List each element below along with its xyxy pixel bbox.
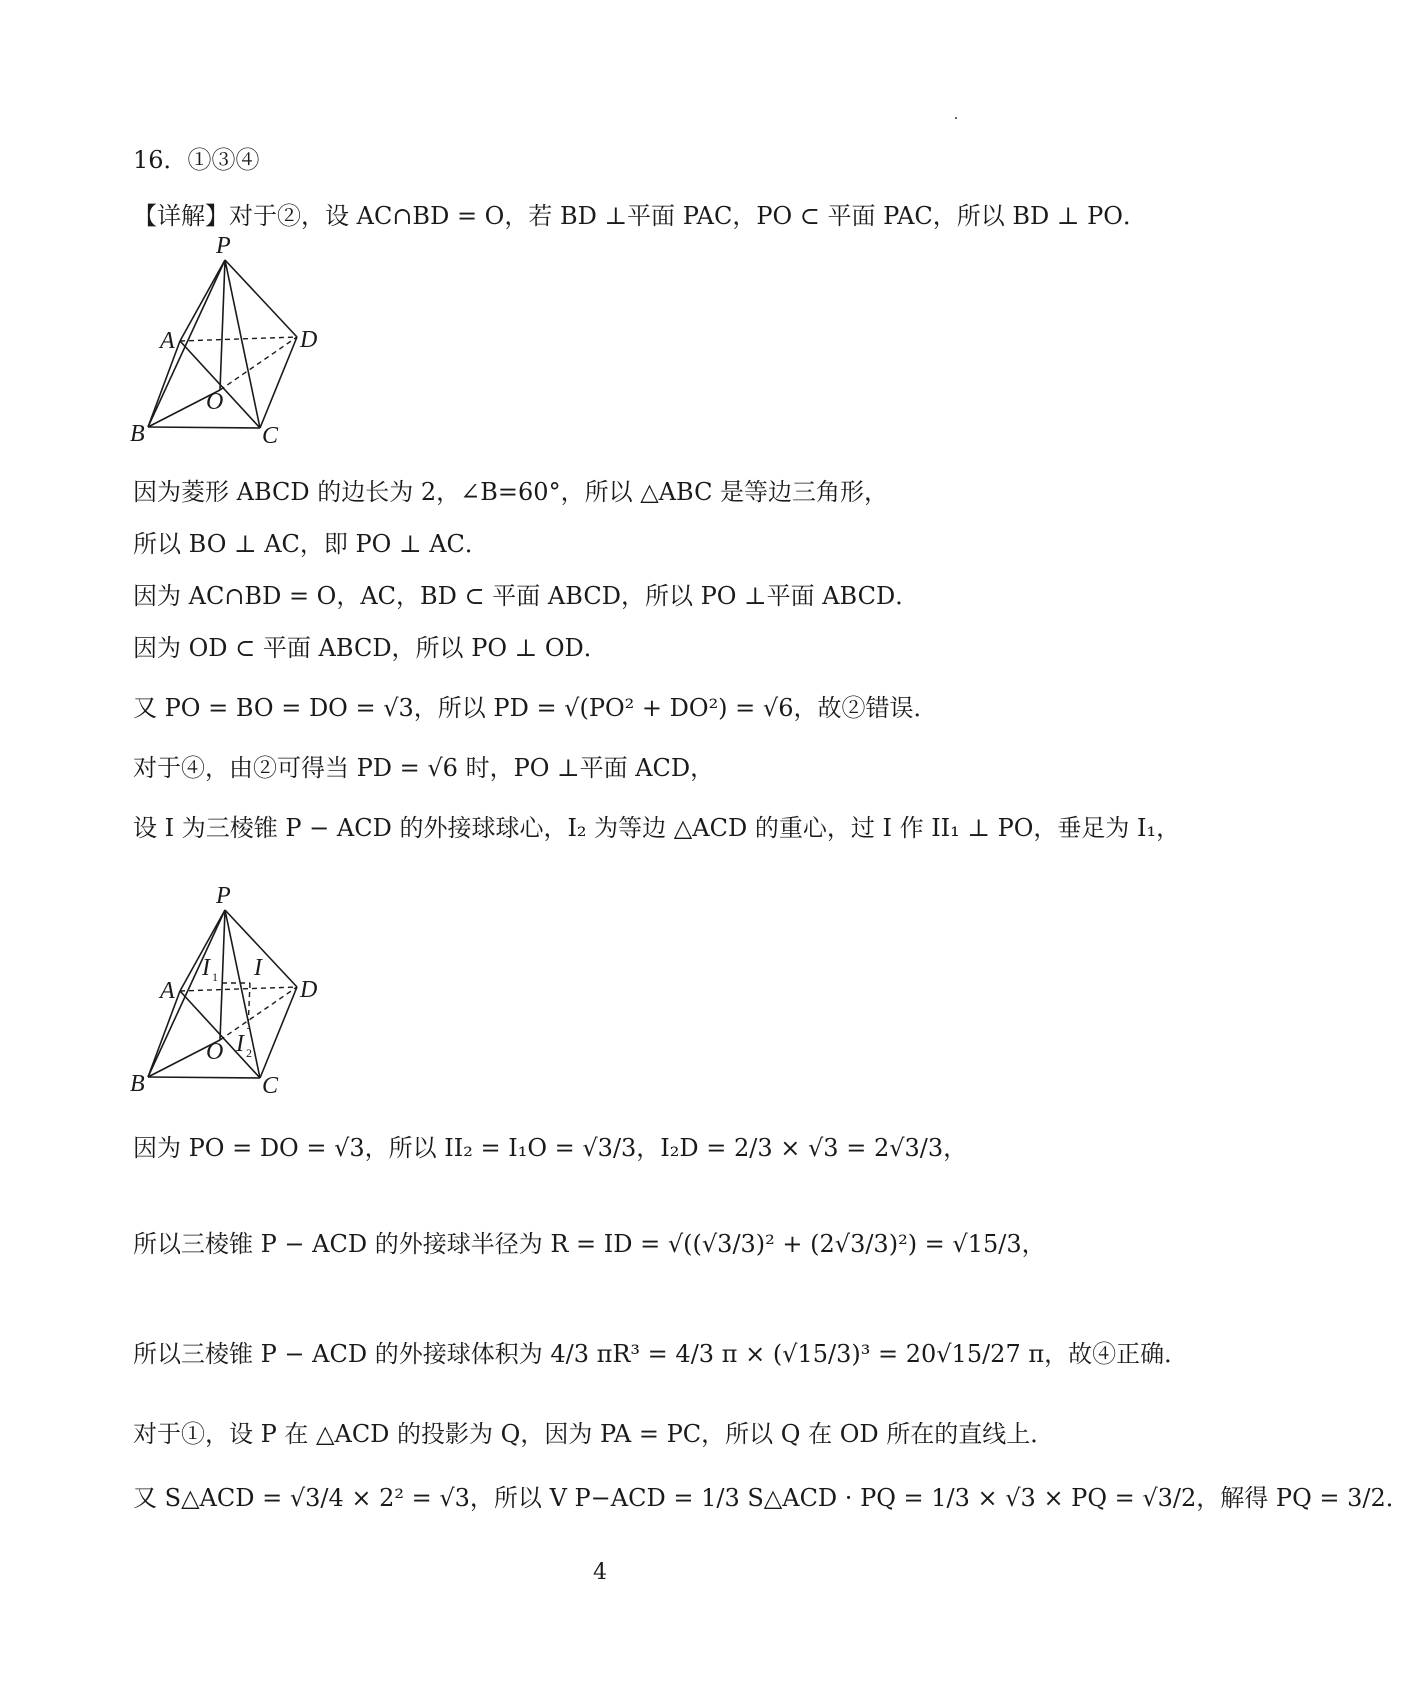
explanation-line-6: 又 PO = BO = DO = √3，所以 PD = √(PO² + DO²) = √6，故②错误． [133, 694, 938, 722]
label2-I1-subscript: 1 [212, 970, 218, 984]
explanation-line-13: 又 S△ACD = √3/4 × 2² = √3，所以 V P−ACD = 1/3 S△ACD · PQ = 1/3 × √3 × PQ = √3/2，解得 PQ = 3/2． [133, 1484, 1410, 1512]
label-B: B [130, 421, 145, 447]
explanation-line-11: 所以三棱锥 P − ACD 的外接球体积为 4/3 πR³ = 4/3 π × (√15/3)³ = 20√15/27 π，故④正确． [133, 1340, 1189, 1368]
pyramid-figure-2-svg [130, 883, 340, 1110]
header-dot [955, 117, 957, 119]
edge-PA [180, 260, 225, 341]
label2-I2-subscript: 2 [246, 1046, 252, 1060]
edge2-BC [148, 1077, 260, 1078]
label2-I1: I [202, 955, 210, 981]
explanation-line-5: 因为 OD ⊂ 平面 ABCD，所以 PO ⊥ OD． [133, 634, 608, 662]
edge-CD [260, 337, 297, 428]
label-O: O [206, 389, 224, 415]
pyramid-figure-2 [130, 883, 340, 1114]
label2-P: P [216, 883, 231, 909]
explanation-line-8: 设 I 为三棱锥 P − ACD 的外接球球心，I₂ 为等边 △ACD 的重心，过 I 作 II₁ ⊥ PO，垂足为 I₁， [133, 814, 1181, 842]
label-A: A [160, 328, 175, 354]
label-C: C [262, 423, 279, 449]
explanation-line-4: 因为 AC∩BD = O，AC，BD ⊂ 平面 ABCD，所以 PO ⊥平面 ABCD． [133, 582, 920, 610]
label2-C: C [262, 1073, 279, 1099]
pyramid-figure-1-svg [130, 233, 340, 455]
edge-PC [225, 260, 260, 428]
explanation-line-2: 因为菱形 ABCD 的边长为 2，∠B=60°，所以 △ABC 是等边三角形， [133, 478, 889, 506]
label2-O: O [206, 1039, 224, 1065]
edge-PD [225, 260, 297, 337]
explanation-line-12: 对于①，设 P 在 △ACD 的投影为 Q，因为 PA = PC，所以 Q 在 OD 所在的直线上． [133, 1420, 1055, 1448]
label2-I: I [254, 955, 262, 981]
label2-B: B [130, 1071, 145, 1097]
edge-PO [220, 260, 225, 390]
edge2-PO [220, 910, 225, 1040]
edge-AD-hidden [180, 337, 297, 341]
segment-II2 [248, 983, 250, 1029]
explanation-line-3: 所以 BO ⊥ AC，即 PO ⊥ AC． [133, 530, 489, 558]
explanation-line-1: 【详解】对于②，设 AC∩BD = O，若 BD ⊥平面 PAC，PO ⊂ 平面 PAC，所以 BD ⊥ PO． [133, 202, 1147, 230]
explanation-line-10: 所以三棱锥 P − ACD 的外接球半径为 R = ID = √((√3/3)² + (2√3/3)²) = √15/3， [133, 1230, 1046, 1258]
explanation-line-7: 对于④，由②可得当 PD = √6 时，PO ⊥平面 ACD， [133, 754, 715, 782]
answer-line: 16．①③④ [133, 146, 260, 174]
page-number: 4 [593, 1560, 607, 1585]
label2-A: A [160, 978, 175, 1004]
label-D: D [300, 327, 318, 353]
edge2-CD [260, 987, 297, 1078]
edge2-AD-hidden [180, 987, 297, 991]
label-P: P [216, 233, 231, 259]
label2-D: D [300, 977, 318, 1003]
label2-I2: I [236, 1031, 244, 1057]
edge-BC [148, 427, 260, 428]
explanation-line-9: 因为 PO = DO = √3，所以 II₂ = I₁O = √3/3，I₂D = 2/3 × √3 = 2√3/3， [133, 1134, 968, 1162]
pyramid-figure-1 [130, 233, 340, 459]
